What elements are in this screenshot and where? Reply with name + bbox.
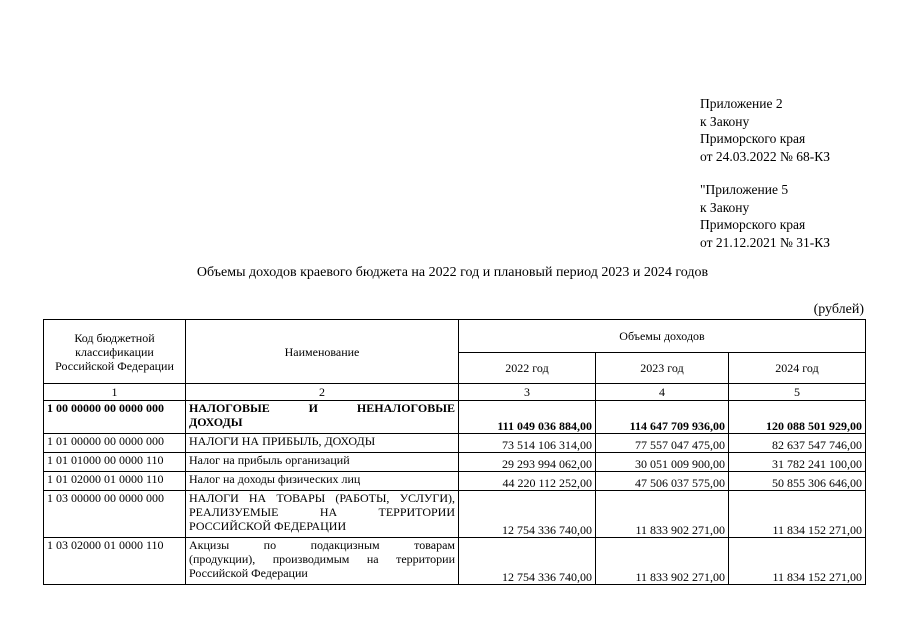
row-code: 1 00 00000 00 0000 000 <box>44 401 186 434</box>
column-number: 2 <box>186 384 459 401</box>
row-value-2024: 31 782 241 100,00 <box>729 453 866 472</box>
units-label: (рублей) <box>813 302 864 317</box>
annex-line: "Приложение 5 <box>700 182 789 197</box>
header-year-2024: 2024 год <box>729 353 866 384</box>
row-code: 1 01 00000 00 0000 000 <box>44 434 186 453</box>
row-name-line: Российской Федерации <box>189 566 308 580</box>
column-number: 5 <box>729 384 866 401</box>
row-name-line: Акцизы по подакцизным товарам <box>189 538 455 552</box>
revenue-table <box>43 319 866 585</box>
column-number: 1 <box>44 384 186 401</box>
row-name-line: РОССИЙСКОЙ ФЕДЕРАЦИИ <box>189 519 347 533</box>
table-row <box>44 434 866 453</box>
row-value-2023: 114 647 709 936,00 <box>596 401 729 434</box>
document-title: Объемы доходов краевого бюджета на 2022 год и плановый период 2023 и 2024 годов <box>196 265 709 280</box>
row-code: 1 01 01000 00 0000 110 <box>44 453 186 472</box>
table-row <box>44 538 866 585</box>
annex-line: к Закону <box>700 113 750 129</box>
column-number: 3 <box>459 384 596 401</box>
row-name-line: РЕАЛИЗУЕМЫЕ НА ТЕРРИТОРИИ <box>189 505 455 519</box>
row-value-2023: 77 557 047 475,00 <box>596 434 729 453</box>
header-year-2022: 2022 год <box>459 353 596 384</box>
row-value-2024: 50 855 306 646,00 <box>729 472 866 491</box>
row-value-2022: 12 754 336 740,00 <box>459 538 596 585</box>
row-code: 1 03 00000 00 0000 000 <box>44 491 186 538</box>
row-value-2024: 82 637 547 746,00 <box>729 434 866 453</box>
row-name: НАЛОГИ НА ПРИБЫЛЬ, ДОХОДЫ <box>186 434 459 453</box>
annex-reference-current <box>700 95 830 165</box>
annex-reference-original <box>700 181 830 251</box>
annex-line: к Закону <box>700 199 750 215</box>
row-name: Налог на прибыль организаций <box>186 453 459 472</box>
table-row <box>44 491 866 538</box>
column-number-row <box>44 384 866 401</box>
row-value-2024: 120 088 501 929,00 <box>729 401 866 434</box>
column-number: 4 <box>596 384 729 401</box>
row-name <box>186 538 459 585</box>
row-value-2022: 111 049 036 884,00 <box>459 401 596 434</box>
annex-line: Приморского края <box>700 217 806 232</box>
row-name-line: НАЛОГОВЫЕ И НЕНАЛОГОВЫЕ <box>189 401 455 415</box>
row-value-2023: 11 833 902 271,00 <box>596 538 729 585</box>
row-value-2024: 11 834 152 271,00 <box>729 491 866 538</box>
annex-line: от 24.03.2022 № 68-КЗ <box>700 148 830 164</box>
row-code: 1 01 02000 01 0000 110 <box>44 472 186 491</box>
table-row <box>44 472 866 491</box>
row-name-line: ДОХОДЫ <box>189 415 243 429</box>
annex-line: от 21.12.2021 № 31-КЗ <box>700 234 830 250</box>
row-value-2023: 30 051 009 900,00 <box>596 453 729 472</box>
table-row <box>44 453 866 472</box>
row-value-2023: 47 506 037 575,00 <box>596 472 729 491</box>
annex-line: Приложение 2 <box>700 96 783 111</box>
row-name-line: НАЛОГИ НА ТОВАРЫ (РАБОТЫ, УСЛУГИ), <box>189 491 455 505</box>
row-value-2024: 11 834 152 271,00 <box>729 538 866 585</box>
header-code: Код бюджетной классификации Российской Федерации <box>44 320 186 384</box>
table-row <box>44 401 866 434</box>
header-year-2023: 2023 год <box>596 353 729 384</box>
header-name: Наименование <box>186 320 459 384</box>
row-name-line: (продукции), производимым на территории <box>189 552 455 566</box>
annex-line: Приморского края <box>700 131 806 146</box>
header-revenue-volumes: Объемы доходов <box>459 320 866 353</box>
row-code: 1 03 02000 01 0000 110 <box>44 538 186 585</box>
row-value-2022: 73 514 106 314,00 <box>459 434 596 453</box>
row-name <box>186 401 459 434</box>
row-name <box>186 491 459 538</box>
row-name: Налог на доходы физических лиц <box>186 472 459 491</box>
row-value-2022: 29 293 994 062,00 <box>459 453 596 472</box>
row-value-2022: 12 754 336 740,00 <box>459 491 596 538</box>
row-value-2023: 11 833 902 271,00 <box>596 491 729 538</box>
row-value-2022: 44 220 112 252,00 <box>459 472 596 491</box>
